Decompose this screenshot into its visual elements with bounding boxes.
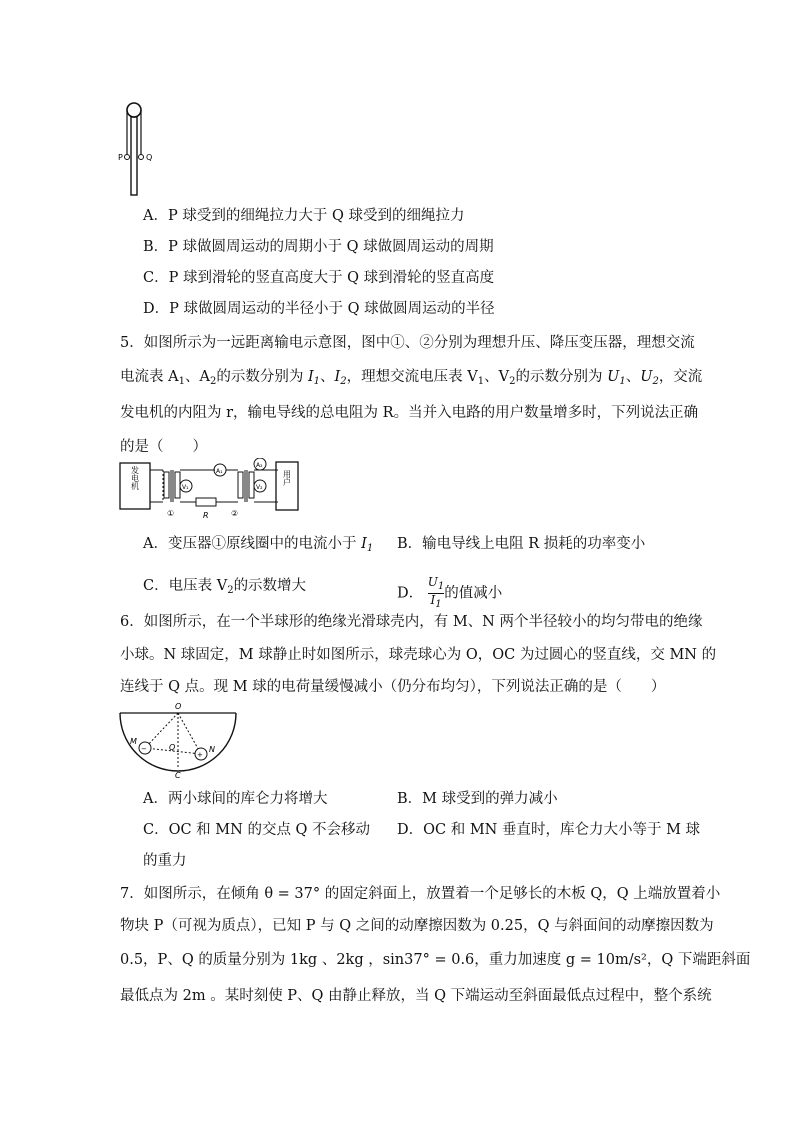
q5-stem-line3: 发电机的内阻为 r，输电导线的总电阻为 R。当并入电路的用户数量增多时，下列说法正确 [120,405,699,421]
transmission-circuit-figure [118,458,303,522]
transformer-1 [164,472,169,498]
resistor-r [196,498,216,506]
q5-text: 、A [184,369,210,385]
a1-label: A₁ [216,468,223,475]
q5-option-b: B．输电导线上电阻 R 损耗的功率变小 [397,536,646,552]
sub: 1 [477,376,485,387]
q6-stem-line3: 连线于 Q 点。现 M 球的电荷量缓慢减小（仍分布均匀），下列说法正确的是（ ） [120,679,666,695]
sub: 2 [509,376,516,387]
q5-option-d: D． $\frac{U_1}{I_1}$ 的值减小 [397,575,503,610]
q4-option-a: A．P 球受到的细绳拉力大于 Q 球受到的细绳拉力 [143,208,465,224]
label-o: O [175,702,182,711]
a2-label: A₂ [256,462,263,469]
q4-option-c: C．P 球到滑轮的竖直高度大于 Q 球到滑轮的竖直高度 [143,270,495,286]
q4-option-d: D．P 球做圆周运动的半径小于 Q 球做圆周运动的半径 [143,301,495,317]
transformer-2 [238,472,243,498]
q6-stem-line2: 小球。N 球固定，M 球静止时如图所示，球壳球心为 O，OC 为过圆心的竖直线，交 MN 的 [120,647,717,663]
pulley-rod [131,117,137,195]
q5-stem-line4: 的是（ ） [120,439,207,455]
v2-label: V₂ [256,484,263,491]
q6-option-d: D．OC 和 MN 垂直时，库仑力大小等于 M 球 [397,822,701,838]
svg-text:−: − [141,745,147,753]
q6-option-c: C．OC 和 MN 的交点 Q 不会移动 [143,822,371,838]
transformer-1-label: ① [167,509,175,518]
label-q: Q [146,153,153,162]
q5-option-c: C．电压表 $V_2$的示数增大 [143,578,307,596]
svg-text:+: + [197,751,203,759]
q7-stem-line2: 物块 P（可视为质点），已知 P 与 Q 之间的动摩擦因数为 0.25，Q 与斜面间的动摩擦因数为 [120,918,714,934]
symbol-u1: $U_1$ [607,369,626,387]
generator-label: 发电机 [130,466,140,490]
resistor-r-label: R [203,511,209,520]
q6-option-a: A．两小球间的库仑力将增大 [143,791,328,807]
ball-q [139,155,144,160]
transformer-2-label: ② [231,509,239,518]
q7-stem-line4: 最低点为 2m 。某时刻使 P、Q 由静止释放，当 Q 下端运动至斜面最低点过程中，整个系统 [120,988,712,1004]
q5-text: 、V [484,369,510,385]
pulley-figure [115,100,165,200]
sub: 2 [209,376,217,387]
q5-option-a: A．变压器①原线圈中的电流小于 $I_1$ [143,536,374,554]
q4-option-b: B．P 球做圆周运动的周期小于 Q 球做圆周运动的周期 [143,239,494,255]
label-c: C [175,771,181,780]
q6-option-d-continuation: 的重力 [143,853,187,869]
sub: 1 [178,376,185,387]
q7-stem-line1: 7．如图所示，在倾角 θ = 37° 的固定斜面上，放置着一个足够长的木板 Q，Q 上端放置着小 [120,886,721,902]
symbol-u2: $U_2$ [640,369,659,387]
symbol-i1: $I_1$ [307,369,321,387]
label-m: M [130,737,137,746]
v1-label: V₁ [182,484,189,491]
ball-p [125,155,130,160]
q5-text: 的示数分别为 [216,369,304,385]
fraction-u1-i1: $\frac{U_1}{I_1}$ [427,575,445,610]
q5-stem-line1: 5．如图所示为一远距离输电示意图，图中①、②分别为理想升压、降压变压器，理想交流 [120,335,695,351]
label-n: N [209,745,215,754]
pulley-wheel [127,103,141,117]
q5-text: 电流表 A [120,369,179,385]
label-p: P [118,153,123,162]
q6-option-b: B．M 球受到的弹力减小 [397,791,558,807]
q7-stem-line3: 0.5，P、Q 的质量分别为 1kg 、2kg ，sin37° = 0.6，重力加速度 g = 10m/s²，Q 下端距斜面 [120,952,751,968]
label-q: Q [169,743,176,752]
q5-stem-line2: 电流表 $A_1$、$A_2$的示数分别为 $I_1$、$I_2$，理想交流电压表 $V_1$、$V_2$的示数分别为 $U_1$、$U_2$，交流 [120,369,703,387]
q6-stem-line1: 6．如图所示，在一个半球形的绝缘光滑球壳内，有 M、N 两个半径较小的均匀带电的绝缘 [120,614,703,630]
user-label: 用户 [282,470,292,486]
q5-text: 的示数分别为 [515,369,603,385]
hemisphere-figure [118,700,238,782]
q5-text: ，交流 [658,369,703,385]
symbol-i2: $I_2$ [334,369,347,387]
q5-text: ，理想交流电压表 V [346,369,478,385]
